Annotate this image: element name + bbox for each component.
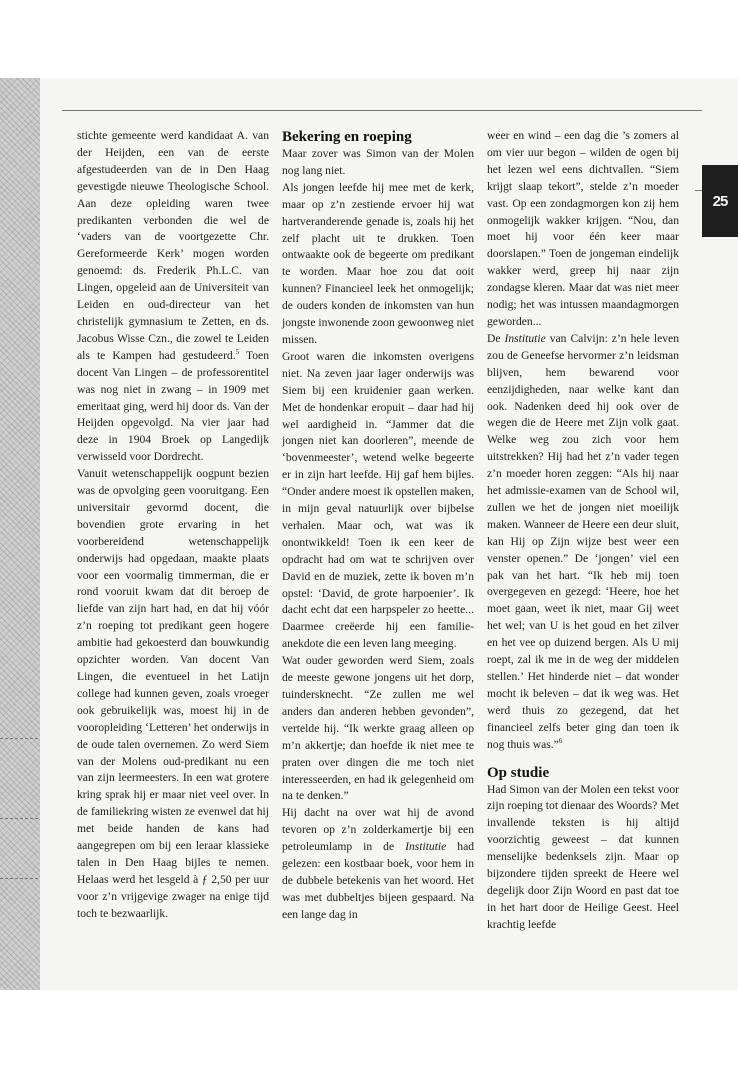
section-heading: Bekering en roeping bbox=[282, 129, 412, 145]
paragraph: Groot waren die inkomsten overigens niet. Na zeven jaar lager onderwijs was Siem bij een kruidenier gaan werken. Met de hondenkar eropuit – daar had hij wel aardigheid in. “Jammer dat die jongen niet kan doorleren”, meende de ‘bovenmeester’, wetend welke begeerte er in zijn hart leefde. Hij gaf hem bijles. “Onder andere moest ik opstellen maken, in mijn geval natuurlijk over bijbelse verhalen. Maar och, wat was ik onontwikkeld! Toen ik een keer de opdracht had om wat te schrijven over David en de muziek, zette ik boven m’n opstel: ‘David, de grote harpoenier’. Ik dacht echt dat een harpspeler zo heette... Daarmee creëerde hij een familie-anekdote die een leven lang meeging. bbox=[282, 349, 474, 651]
column-3 bbox=[487, 128, 679, 934]
paragraph: Wat ouder geworden werd Siem, zoals de meeste gewone jongens uit het dorp, tuindersknecht. “Ze zullen me wel anders dan anderen hebben gevonden”, vertelde hij. “Ik werkte graag alleen op m’n akkertje; dan hoefde ik niet mee te praten over dingen die me toch niet interesseerden, en had ik gelegenheid om na te denken.” bbox=[282, 654, 474, 803]
section-heading: Op studie bbox=[487, 764, 550, 781]
paragraph: Vanuit wetenschappelijk oogpunt bezien was de opvolging geen vooruitgang. Een universitair gevormd docent, die bovendien grote ervaring in het voorbereidend wetenschappelijk onderwijs had opgedaan, maakte plaats voor een voormalig timmerman, die er rond vooruit kwam dat dit beroep de liefde van zijn hart had, en dat hij vóór z’n roeping tot predikant geen hogere ambitie had gekoesterd dan bouwkundig opzichter worden. Van docent Van Lingen, die eventueel in het Latijn college had kunnen geven, zoals vroeger ook gebruikelijk was, moest hij in de vooropleiding ‘Letteren’ het onderwijs in de oude talen overnemen. Zo werd Siem van der Molens oud-predikant nu een van zijn leermeesters. In een wat grotere kring sprak hij er maar niet veel over. In de familiekring wisten ze evenwel dat hij met beide handen de kans had aangegrepen om bij een leraar klassieke talen in Den Haag bijles te nemen. Helaas werd het lesgeld à ƒ 2,50 per uur voor z’n vrijgevige zwager na enige tijd toch te bezwaarlijk. bbox=[77, 467, 269, 920]
paragraph: De Institutie van Calvijn: z’n hele leven zou de Geneefse hervormer z’n leidsman blijven, hem bewarend voor eenzijdigheden, naar welke kant dan ook. Nadenken deed hij ook over de wegen die de Heere met Zijn volk gaat. Welke weg zou zich voor hem uitstrekken? Hij had het z’n vader tegen z’n moeder horen zeggen: “Als hij naar het admissie-examen van de School wil, zullen we het de jongen niet moeilijk maken. Wanneer de Heere een deur sluit, kan Hij op Zijn wijze best weer een venster openen.” De ‘jongen’ viel een pak van het hart. “Ik heb mij toen overgegeven en gezegd: ‘Heere, hoe het moet gaan, weet ik niet, maar Gij weet het wel; van U is het goud en het zilver en het vee op duizend bergen. Als U mij roept, zal ik me in de weg der middelen stellen.’ Het hinderde niet – dat wonder mocht ik beleven – dat ik weg was. Het werd thuis zo gezegend, dat het financieel zelfs beter ging dan toen ik nog thuis was.”$^6$ bbox=[487, 331, 679, 751]
footnote-ref: 5 bbox=[235, 347, 240, 356]
paragraph: Maar zover was Simon van der Molen nog lang niet. bbox=[282, 147, 474, 177]
footnote-ref: 6 bbox=[558, 736, 563, 745]
paragraph: Als jongen leefde hij mee met de kerk, maar op z’n zestiende ervoer hij wat hartveranderende genade is, zoals hij het zelf placht uit te drukken. Toen ontwaakte ook de begeerte om predikant te worden. Maar hoe zou dat ooit kunnen? Financieel leek het onmogelijk; de ouders konden de inkomsten van hun jongste inwonende zoon gewoonweg niet missen. bbox=[282, 180, 474, 346]
paragraph: Had Simon van der Molen een tekst voor zijn roeping tot dienaar des Woords? Met invallende teksten is hij altijd voorzichtig geweest – dat kunnen menselijke bedenksels zijn. Maar op bijzondere tijden spreekt de Heere wel degelijk door Zijn Woord en past dat toe in het hart door de Heilige Geest. Heel krachtig leefde bbox=[487, 782, 679, 931]
paragraph: Hij dacht na over wat hij de avond tevoren op z’n zolderkamertje bij een petroleumlamp in de Institutie had gelezen: een kostbaar boek, voor hem in de dubbele betekenis van het woord. Het was met dubbeltjes bijeen gespaard. Na een lange dag in bbox=[282, 806, 475, 921]
paragraph: weer en wind – een dag die ’s zomers al om vier uur begon – wilden de ogen bij het lezen wel eens dichtvallen. “Siem krijgt slaap tekort”, stelde z’n moeder vast. Op een zondagmorgen kon zij hem onmogelijk wakker krijgen. “Nou, dan moet hij voor één keer maar doorslapen.” Toen de jongeman eindelijk wakker werd, greep hij naar zijn zondagse kleren. Maar dat was niet meer nodig; het was intussen maandagmorgen geworden... bbox=[487, 129, 679, 328]
column-2 bbox=[282, 128, 474, 924]
page-number: 25 bbox=[712, 192, 728, 210]
header-rule bbox=[62, 110, 702, 111]
page-number-tab bbox=[702, 165, 738, 237]
binding-gutter bbox=[0, 78, 40, 990]
paragraph: stichte gemeente werd kandidaat A. van der Heijden, een van de eerste afgestudeerden van de in Den Haag gevestigde nieuwe Theologische School. Aan deze opleiding waren twee predikanten verbonden die wel de ‘vaders van de voortgezette Chr. Gereformeerde Kerk’ mogen worden genoemd: ds. Frederik Ph.L.C. van Lingen, opgeleid aan de Universiteit van Leiden en oud-directeur van het christelijk gymnasium te Zetten, en ds. Jacobus Wisse Czn., die zowel te Leiden als te Kampen had gestudeerd.$^5$ Toen docent Van Lingen – de professorentitel was nog niet in zwang – in 1909 met emeritaat ging, werd hij door ds. Van der Heijden opgevolgd. Na vier jaar had deze in 1904 Broek op Langedijk verwisseld voor Dordrecht. bbox=[77, 129, 269, 464]
tab-connector bbox=[695, 190, 702, 191]
column-1 bbox=[77, 128, 269, 923]
